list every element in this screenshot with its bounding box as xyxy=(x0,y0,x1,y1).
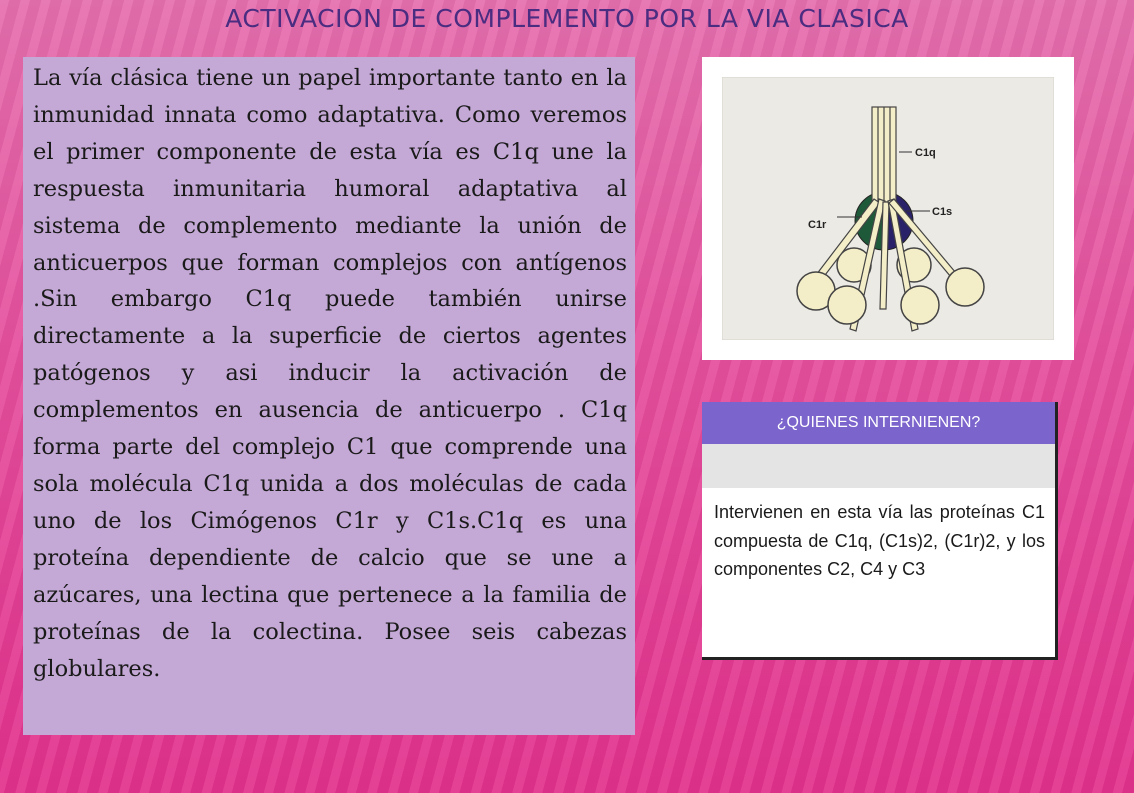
participants-table xyxy=(702,402,1058,660)
globular-head-2 xyxy=(828,286,866,324)
label-c1q: C1q xyxy=(915,147,936,159)
globular-head-3 xyxy=(901,286,939,324)
globular-head-4 xyxy=(946,268,984,306)
table-cell-text: Intervienen en esta vía las proteínas C1 compuesta de C1q, (C1s)2, (C1r)2, y los componentes C2, C4 y C3 xyxy=(714,502,1045,579)
collagen-stalk xyxy=(872,107,896,202)
body-text-panel xyxy=(23,57,635,735)
table-header: ¿QUIENES INTERNIENEN? xyxy=(702,402,1055,444)
slide-title: ACTIVACION DE COMPLEMENTO POR LA VIA CLASICA xyxy=(225,4,909,33)
label-c1s: C1s xyxy=(932,206,953,218)
table-row-content xyxy=(702,488,1055,584)
table-row-empty xyxy=(702,444,1055,488)
c1-complex-figure xyxy=(702,57,1074,360)
body-paragraph: La vía clásica tiene un papel importante tanto en la inmunidad innata como adaptativa. Como veremos el primer componente de esta vía es C1q une la respuesta inmunitaria humoral adaptativa al sistema de complemento mediante la unión de anticuerpos que forman complejos con antígenos .Sin embargo C1q puede también unirse directamente a la superficie de ciertos agentes patógenos y asi inducir la activación de complementos en ausencia de anticuerpo . C1q forma parte del complejo C1 que comprende una sola molécula C1q unida a dos moléculas de cada uno de los Cimógenos C1r y C1s.C1q es una proteína dependiente de calcio que se une a azúcares, una lectina que pertenece a la familia de proteínas de la colectina. Posee seis cabezas globulares. xyxy=(33,65,627,682)
c1-complex-diagram xyxy=(722,77,1054,340)
label-c1r: C1r xyxy=(808,219,827,231)
